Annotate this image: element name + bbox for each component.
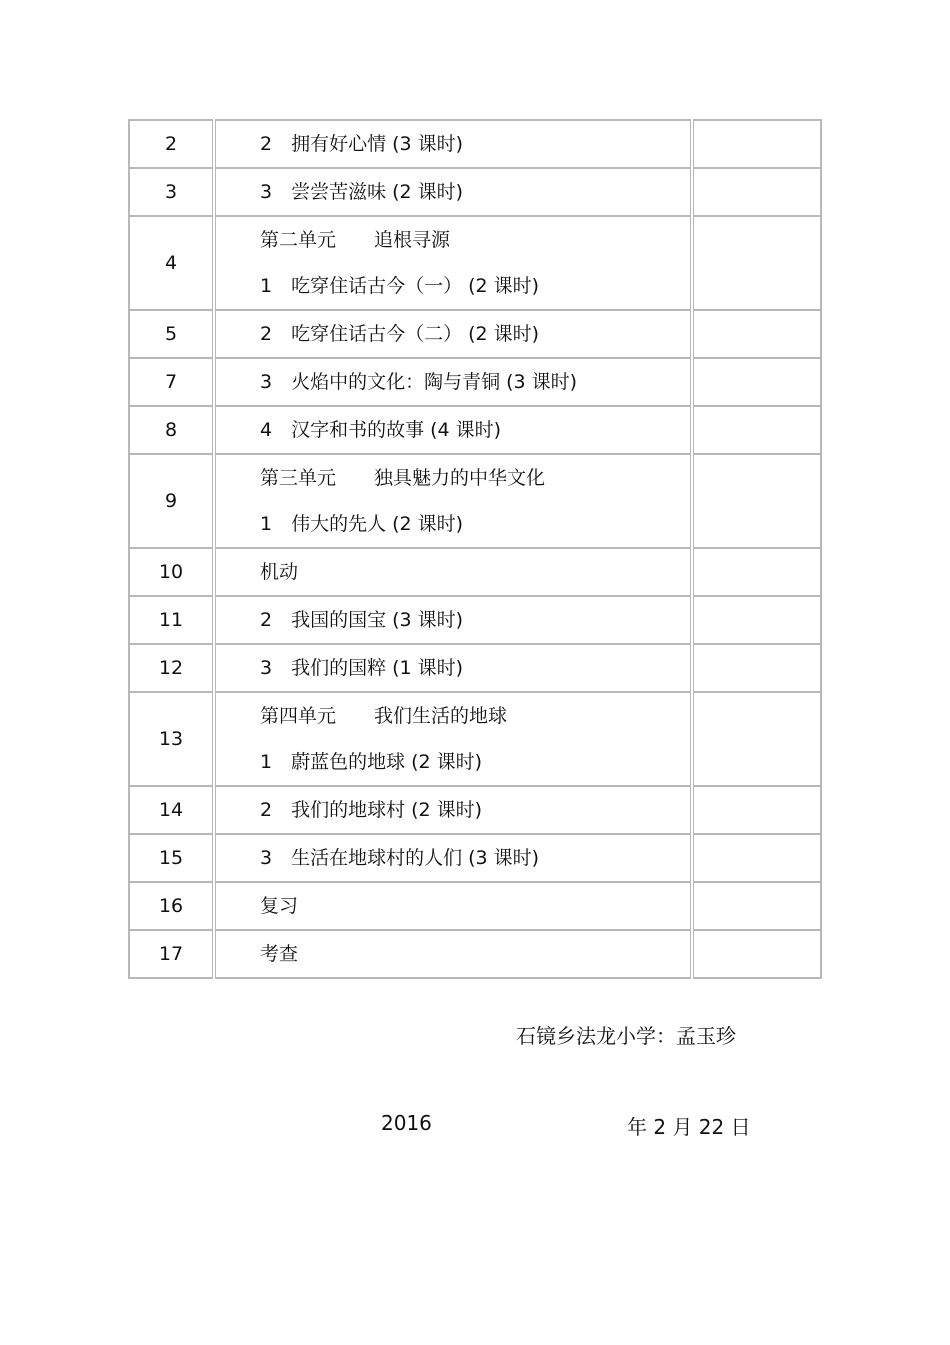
note-cell xyxy=(692,596,821,644)
lesson-line: 复习 xyxy=(260,895,299,917)
note-cell xyxy=(692,120,821,168)
content-cell xyxy=(214,216,692,310)
unit-heading: 第三单元 独具魅力的中华文化 xyxy=(260,467,546,489)
table-row xyxy=(129,310,821,358)
schedule-table xyxy=(128,119,822,979)
content-cell xyxy=(214,406,692,454)
note-cell xyxy=(692,216,821,310)
unit-heading: 第四单元 我们生活的地球 xyxy=(260,705,508,727)
lesson-line: 2 拥有好心情 (3 课时) xyxy=(260,133,464,155)
table-row xyxy=(129,930,821,978)
week-cell: 7 xyxy=(129,358,214,406)
week-cell: 17 xyxy=(129,930,214,978)
note-cell xyxy=(692,454,821,548)
lesson-line: 3 我们的国粹 (1 课时) xyxy=(260,657,464,679)
note-cell xyxy=(692,168,821,216)
lesson-line: 3 尝尝苦滋味 (2 课时) xyxy=(260,181,464,203)
note-cell xyxy=(692,358,821,406)
week-cell: 5 xyxy=(129,310,214,358)
note-cell xyxy=(692,406,821,454)
date-month-day: 年 2 月 22 日 xyxy=(627,1115,751,1139)
lesson-line: 1 吃穿住话古今（一） (2 课时) xyxy=(260,275,540,297)
table-row xyxy=(129,216,821,310)
content-cell xyxy=(214,358,692,406)
week-cell: 9 xyxy=(129,454,214,548)
content-cell xyxy=(214,310,692,358)
week-cell: 13 xyxy=(129,692,214,786)
week-cell: 3 xyxy=(129,168,214,216)
table-row xyxy=(129,786,821,834)
content-cell xyxy=(214,454,692,548)
date-year: 2016 xyxy=(381,1111,432,1135)
note-cell xyxy=(692,786,821,834)
schedule-table-body xyxy=(129,120,821,978)
table-row xyxy=(129,596,821,644)
lesson-line: 3 生活在地球村的人们 (3 课时) xyxy=(260,847,540,869)
week-cell: 2 xyxy=(129,120,214,168)
lesson-line: 2 我们的地球村 (2 课时) xyxy=(260,799,483,821)
lesson-line: 1 蔚蓝色的地球 (2 课时) xyxy=(260,751,483,773)
table-row xyxy=(129,834,821,882)
lesson-line: 考查 xyxy=(260,943,299,965)
note-cell xyxy=(692,834,821,882)
table-row xyxy=(129,692,821,786)
content-cell xyxy=(214,168,692,216)
lesson-line: 1 伟大的先人 (2 课时) xyxy=(260,513,464,535)
content-cell xyxy=(214,120,692,168)
week-cell: 4 xyxy=(129,216,214,310)
note-cell xyxy=(692,310,821,358)
week-cell: 16 xyxy=(129,882,214,930)
table-row xyxy=(129,168,821,216)
note-cell xyxy=(692,882,821,930)
lesson-line: 机动 xyxy=(260,561,299,583)
week-cell: 8 xyxy=(129,406,214,454)
note-cell xyxy=(692,930,821,978)
school-signature: 石镜乡法龙小学：孟玉珍 xyxy=(516,1024,736,1048)
table-row xyxy=(129,548,821,596)
week-cell: 11 xyxy=(129,596,214,644)
note-cell xyxy=(692,548,821,596)
note-cell xyxy=(692,692,821,786)
week-cell: 15 xyxy=(129,834,214,882)
table-row xyxy=(129,882,821,930)
content-cell xyxy=(214,882,692,930)
content-cell xyxy=(214,786,692,834)
note-cell xyxy=(692,644,821,692)
lesson-line: 4 汉字和书的故事 (4 课时) xyxy=(260,419,502,441)
week-cell: 14 xyxy=(129,786,214,834)
lesson-line: 2 我国的国宝 (3 课时) xyxy=(260,609,464,631)
content-cell xyxy=(214,644,692,692)
lesson-line: 2 吃穿住话古今（二） (2 课时) xyxy=(260,323,540,345)
week-cell: 10 xyxy=(129,548,214,596)
table-row xyxy=(129,406,821,454)
content-cell xyxy=(214,930,692,978)
table-row xyxy=(129,454,821,548)
lesson-line: 3 火焰中的文化：陶与青铜 (3 课时) xyxy=(260,371,578,393)
content-cell xyxy=(214,834,692,882)
table-row xyxy=(129,120,821,168)
content-cell xyxy=(214,548,692,596)
table-row xyxy=(129,358,821,406)
content-cell xyxy=(214,596,692,644)
unit-heading: 第二单元 追根寻源 xyxy=(260,229,451,251)
table-row xyxy=(129,644,821,692)
content-cell xyxy=(214,692,692,786)
week-cell: 12 xyxy=(129,644,214,692)
